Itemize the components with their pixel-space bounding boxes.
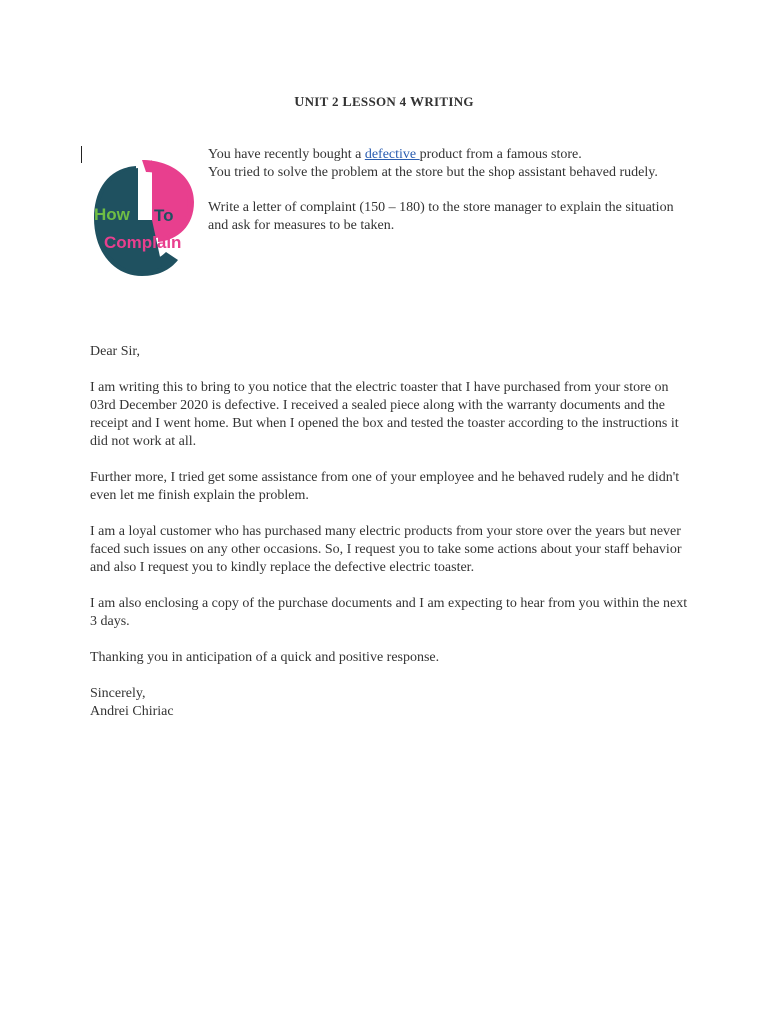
title-part: RITING bbox=[424, 94, 474, 109]
letter-signature: Andrei Chiriac bbox=[90, 704, 174, 719]
letter-salutation: Dear Sir, bbox=[90, 344, 140, 359]
how-to-complain-logo-icon bbox=[92, 160, 196, 278]
title-part: 2 bbox=[331, 94, 343, 109]
prompt-text: product from a famous store. bbox=[419, 147, 582, 162]
letter-paragraph-5: Thanking you in anticipation of a quick and positive response. bbox=[90, 650, 440, 665]
text-cursor bbox=[81, 146, 82, 163]
letter-paragraph-4: I am also enclosing a copy of the purchase documents and I am expecting to hear from you within the next 3 days. bbox=[90, 596, 688, 629]
title-part: 4 bbox=[399, 94, 410, 109]
letter-paragraph-3: I am a loyal customer who has purchased many electric products from your store over the years but never faced such issues on any other occasions. So, I request you to take some actions about your staff behavior and also I request you to kindly replace the defective electric toaster. bbox=[90, 524, 682, 575]
title-part: W bbox=[410, 95, 425, 110]
letter-closing: Sincerely, bbox=[90, 686, 146, 701]
prompt-task: Write a letter of complaint (150 – 180) to the store manager to explain the situation and ask for measures to be taken. bbox=[208, 200, 674, 233]
logo-word-complain: Complain bbox=[104, 233, 182, 252]
prompt-line-2: You tried to solve the problem at the store but the shop assistant behaved rudely. bbox=[208, 165, 658, 180]
letter-paragraph-1: I am writing this to bring to you notice that the electric toaster that I have purchased from your store on 03rd December 2020 is defective. I received a sealed piece along with the warranty documents and the receipt and I went home. But when I opened the box and tested the toaster according to the instructions it did not work at all. bbox=[90, 380, 679, 449]
prompt-text: You have recently bought a bbox=[208, 147, 365, 162]
defective-link[interactable]: defective bbox=[364, 147, 420, 162]
logo-word-to: To bbox=[154, 206, 174, 225]
title-part: NIT bbox=[304, 94, 332, 109]
logo-word-how: How bbox=[94, 205, 130, 224]
letter-paragraph-2: Further more, I tried get some assistance from one of your employee and he behaved rudely and he didn't even let me finish explain the problem. bbox=[90, 470, 680, 503]
prompt-line-1 bbox=[208, 146, 678, 164]
assignment-prompt bbox=[208, 146, 678, 235]
title-part: L bbox=[342, 95, 352, 110]
complaint-letter bbox=[90, 343, 690, 721]
title-part: ESSON bbox=[351, 94, 400, 109]
title-part: U bbox=[294, 95, 305, 110]
page-title bbox=[0, 94, 768, 111]
